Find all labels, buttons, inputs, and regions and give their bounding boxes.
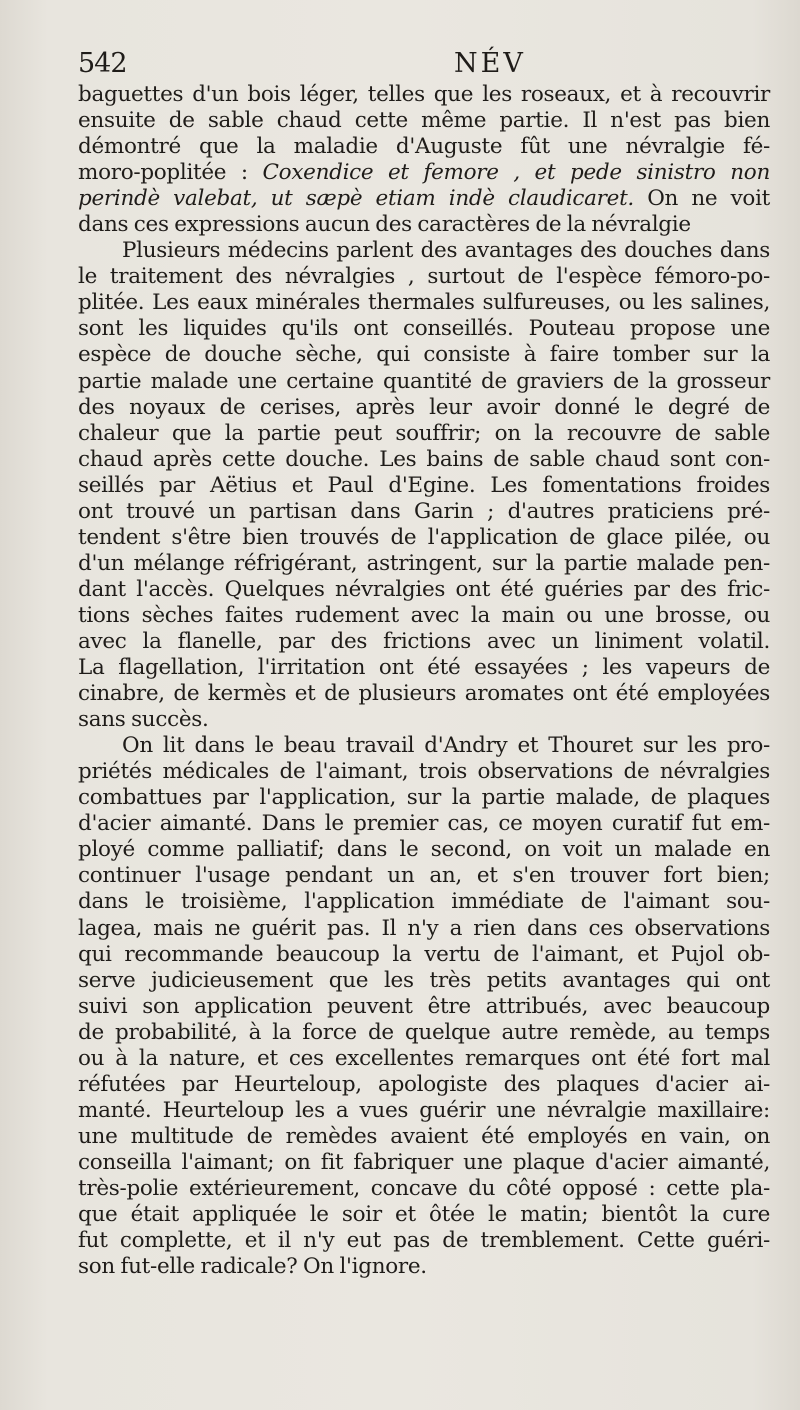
text-segment: plitée. Les eaux minérales thermales sulfureuses, ou les salines, (78, 290, 770, 316)
text-segment: dant l'accès. Quelques névralgies ont été guéries par des fric- (78, 576, 770, 602)
text-line (78, 1046, 770, 1072)
text-line (78, 447, 770, 473)
text-line (78, 1150, 770, 1176)
text-segment: suivi son application peuvent être attribués, avec beaucoup (78, 993, 770, 1019)
page-header (76, 44, 766, 84)
text-segment: ployé comme palliatif; dans le second, on voit un malade en (78, 837, 770, 863)
text-line (78, 968, 770, 994)
text-line (78, 1020, 770, 1046)
text-segment: La flagellation, l'irritation ont été essayées ; les vapeurs de (78, 655, 770, 681)
text-line (78, 551, 770, 577)
page-number: 542 (78, 48, 127, 79)
text-segment: sont les liquides qu'ils ont conseillés. Pouteau propose une (78, 316, 770, 342)
text-line (78, 186, 770, 212)
text-segment: très-polie extérieurement, concave du côté opposé : cette pla- (78, 1175, 770, 1201)
text-segment: le traitement des névralgies , surtout de l'espèce fémoro-po- (78, 264, 770, 290)
text-segment: tendent s'être bien trouvés de l'application de glace pilée, ou (78, 524, 770, 550)
text-line (78, 655, 770, 681)
text-segment: des noyaux de cerises, après leur avoir donné le degré de (78, 394, 770, 420)
text-line (78, 264, 770, 290)
text-segment: de probabilité, à la force de quelque autre remède, au temps (78, 1019, 770, 1045)
text-line (78, 733, 770, 759)
paragraph (78, 82, 770, 238)
paragraph (78, 238, 770, 733)
text-segment: fut complette, et il n'y eut pas de tremblement. Cette guéri- (78, 1228, 770, 1254)
text-segment: seillés par Aëtius et Paul d'Egine. Les fomentations froides (78, 472, 770, 498)
text-line (78, 1254, 770, 1280)
text-line (78, 369, 770, 395)
text-line (78, 759, 770, 785)
text-line (78, 108, 770, 134)
text-line (78, 395, 770, 421)
text-segment: On lit dans le beau travail d'Andry et Thouret sur les pro- (122, 733, 770, 759)
text-line (78, 1228, 770, 1254)
text-line (78, 160, 770, 186)
text-line (78, 994, 770, 1020)
text-segment: Plusieurs médecins parlent des avantages des douches dans (122, 238, 770, 264)
text-line (78, 863, 770, 889)
italic-text: perindè valebat, ut sæpè etiam indè claudicaret. (78, 186, 634, 212)
text-segment: chaleur que la partie peut souffrir; on la recouvre de sable (78, 420, 770, 446)
text-segment: combattues par l'application, sur la partie malade, de plaques (78, 785, 770, 811)
text-segment: ont trouvé un partisan dans Garin ; d'autres praticiens pré- (78, 498, 770, 524)
text-line (78, 134, 770, 160)
text-segment: moro-poplitée : (78, 160, 263, 186)
text-segment: conseilla l'aimant; on fit fabriquer une plaque d'acier aimanté, (78, 1149, 770, 1175)
text-segment: continuer l'usage pendant un an, et s'en trouver fort bien; (78, 863, 770, 889)
text-line (78, 238, 770, 264)
text-segment: priétés médicales de l'aimant, trois observations de névralgies (78, 759, 770, 785)
text-line (78, 1124, 770, 1150)
text-line (78, 1098, 770, 1124)
text-segment: que était appliquée le soir et ôtée le matin; bientôt la cure (78, 1202, 770, 1228)
text-segment: tions sèches faites rudement avec la main ou une brosse, ou (78, 602, 770, 628)
text-line (78, 916, 770, 942)
text-line (78, 82, 770, 108)
text-segment: manté. Heurteloup les a vues guérir une névralgie maxillaire: (78, 1097, 770, 1123)
text-line (78, 290, 770, 316)
text-line (78, 681, 770, 707)
text-line (78, 603, 770, 629)
text-segment: d'acier aimanté. Dans le premier cas, ce moyen curatif fut em- (78, 811, 770, 837)
text-segment: lagea, mais ne guérit pas. Il n'y a rien dans ces observations (78, 915, 770, 941)
text-segment: démontré que la maladie d'Auguste fût une névralgie fé- (78, 134, 770, 160)
text-segment: une multitude de remèdes avaient été employés en vain, on (78, 1123, 770, 1149)
text-segment: avec la flanelle, par des frictions avec un liniment volatil. (78, 628, 770, 654)
text-line (78, 811, 770, 837)
text-segment: dans le troisième, l'application immédiate de l'aimant sou- (78, 889, 770, 915)
text-segment: d'un mélange réfrigérant, astringent, sur la partie malade pen- (78, 550, 770, 576)
body-text (78, 82, 770, 1280)
text-line (78, 629, 770, 655)
text-line (78, 837, 770, 863)
text-segment: réfutées par Heurteloup, apologiste des plaques d'acier ai- (78, 1071, 770, 1097)
text-segment: espèce de douche sèche, qui consiste à faire tomber sur la (78, 342, 770, 368)
text-line (78, 1072, 770, 1098)
text-segment: partie malade une certaine quantité de graviers de la grosseur (78, 368, 770, 394)
text-segment: serve judicieusement que les très petits avantages qui ont (78, 967, 770, 993)
italic-text: Coxendice et femore , et pede sinistro non (262, 160, 770, 186)
text-line (78, 942, 770, 968)
text-line (78, 473, 770, 499)
text-line (78, 889, 770, 915)
text-line (78, 499, 770, 525)
text-line (78, 1202, 770, 1228)
text-line (78, 1176, 770, 1202)
text-line (78, 525, 770, 551)
text-line (78, 342, 770, 368)
text-segment: baguettes d'un bois léger, telles que les roseaux, et à recouvrir (78, 82, 770, 107)
text-line (78, 577, 770, 603)
text-segment: cinabre, de kermès et de plusieurs aromates ont été employées (78, 681, 770, 707)
text-line (78, 707, 770, 733)
running-head: NÉV (454, 48, 526, 79)
text-line (78, 785, 770, 811)
text-segment: sans succès. (78, 707, 209, 733)
text-line (78, 212, 770, 238)
text-segment: chaud après cette douche. Les bains de sable chaud sont con- (78, 446, 770, 472)
paragraph (78, 733, 770, 1280)
text-segment: dans ces expressions aucun des caractères de la névralgie (78, 212, 691, 238)
text-line (78, 316, 770, 342)
text-line (78, 421, 770, 447)
text-segment: qui recommande beaucoup la vertu de l'aimant, et Pujol ob- (78, 941, 770, 967)
text-segment: ou à la nature, et ces excellentes remarques ont été fort mal (78, 1045, 770, 1071)
text-segment: On ne voit (633, 186, 770, 212)
text-segment: son fut-elle radicale? On l'ignore. (78, 1254, 427, 1280)
text-segment: ensuite de sable chaud cette même partie. Il n'est pas bien (78, 108, 770, 134)
